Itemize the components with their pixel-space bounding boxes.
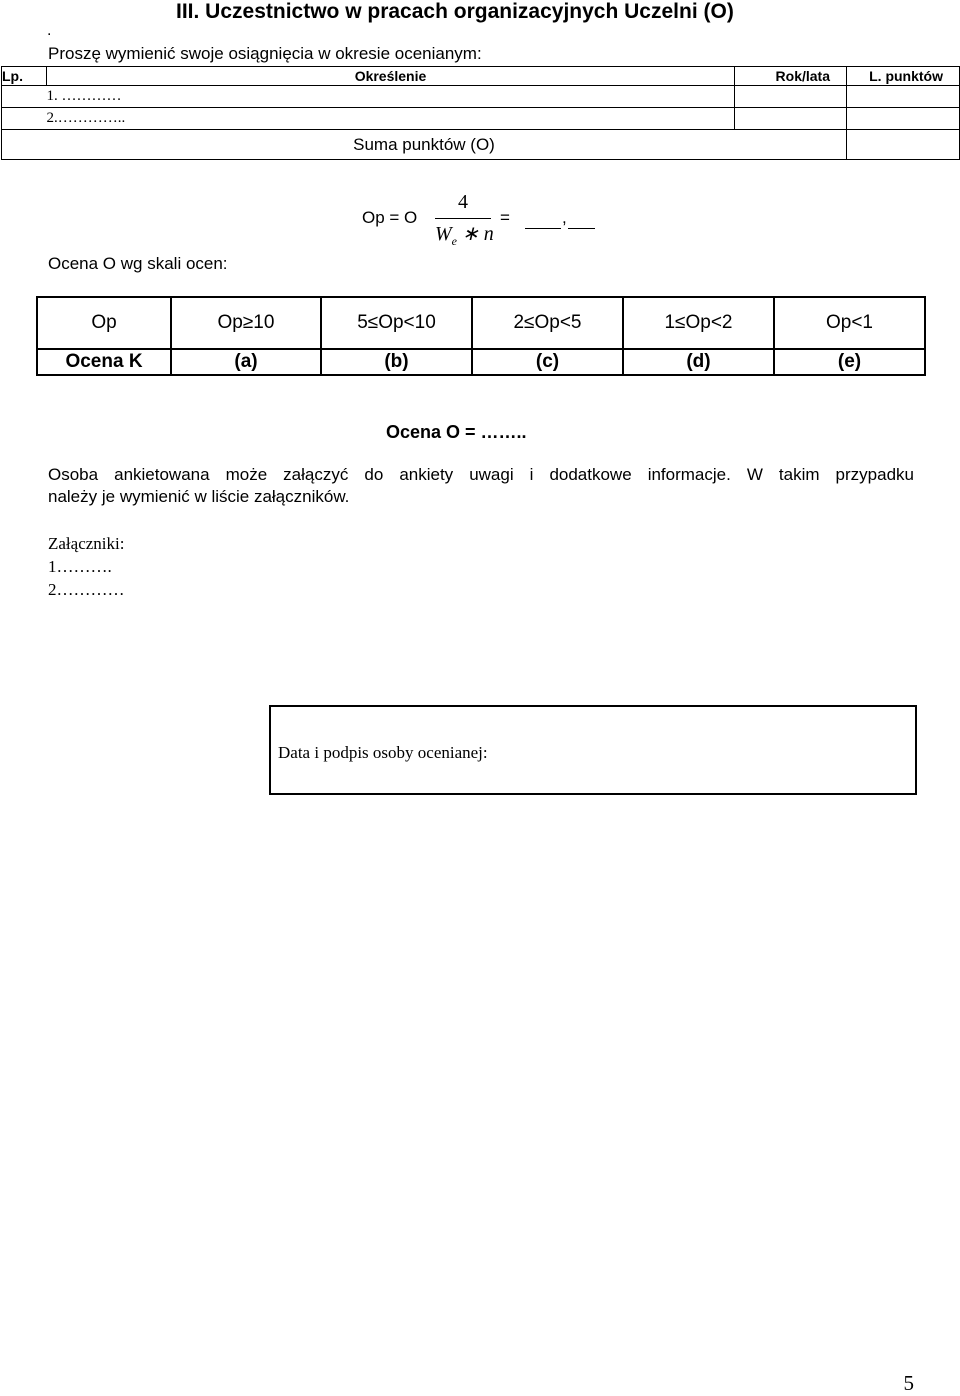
- note-paragraph: [48, 464, 914, 508]
- scale-cell: (c): [472, 349, 623, 375]
- header-lp: Lp.: [2, 67, 47, 86]
- row-1-label: 1. …………: [47, 86, 735, 108]
- table-row: [2, 86, 960, 108]
- header-punkty: L. punktów: [847, 67, 960, 86]
- signature-box: [269, 705, 917, 795]
- scale-cell: 2≤Op<5: [472, 297, 623, 349]
- scale-cell: Ocena K: [37, 349, 171, 375]
- scale-cell: Op<1: [774, 297, 925, 349]
- formula-equals: =: [500, 208, 510, 227]
- list-item: 2…………: [48, 580, 125, 599]
- note-line-1: Osoba ankietowana może załączyć do ankiety uwagi i dodatkowe informacje. W takim przypadku: [48, 465, 914, 484]
- achievements-table: [1, 66, 960, 160]
- scale-cell: (a): [171, 349, 321, 375]
- attachments-label: Załączniki:: [48, 534, 125, 553]
- scale-cell: Op≥10: [171, 297, 321, 349]
- blank-integer: [525, 228, 561, 229]
- ocena-o-result: Ocena O = ……..: [386, 422, 527, 442]
- blank-decimal: [568, 228, 595, 229]
- row-2-label: 2.…………..: [47, 108, 735, 130]
- formula-numerator: 4: [458, 191, 468, 213]
- table-row: [2, 108, 960, 130]
- sum-label: Suma punktów (O): [2, 130, 847, 160]
- sum-row: [2, 130, 960, 160]
- scale-cell: 1≤Op<2: [623, 297, 774, 349]
- page-number: 5: [903, 1371, 914, 1395]
- scale-cell: (e): [774, 349, 925, 375]
- scale-label: Ocena O wg skali ocen:: [48, 254, 228, 273]
- note-line-2: należy je wymienić w liście załączników.: [48, 487, 350, 506]
- scale-cell: (d): [623, 349, 774, 375]
- scale-row-op: [37, 297, 925, 349]
- scale-cell: (b): [321, 349, 472, 375]
- formula-denominator: $W_e$ ∗ n: [435, 223, 494, 248]
- stray-dot: .: [47, 22, 52, 39]
- formula: [362, 188, 622, 252]
- attachments: [48, 532, 125, 601]
- scale-table: [36, 296, 926, 376]
- scale-cell: Op: [37, 297, 171, 349]
- header-okreslenie: Określenie: [47, 67, 735, 86]
- header-rok-lata: Rok/lata: [735, 67, 847, 86]
- sum-value: [847, 130, 960, 160]
- fraction-bar: [435, 218, 491, 219]
- list-item: 1……….: [48, 557, 112, 576]
- signature-label: Data i podpis osoby ocenianej:: [278, 743, 488, 762]
- section-title: III. Uczestnictwo w pracach organizacyjnych Uczelni (O): [176, 0, 734, 23]
- formula-comma: ,: [562, 208, 567, 227]
- scale-row-ocena: [37, 349, 925, 375]
- formula-lhs: Op = O: [362, 208, 418, 227]
- achievements-header-row: [2, 67, 960, 86]
- intro-text: Proszę wymienić swoje osiągnięcia w okresie ocenianym:: [48, 44, 482, 63]
- scale-cell: 5≤Op<10: [321, 297, 472, 349]
